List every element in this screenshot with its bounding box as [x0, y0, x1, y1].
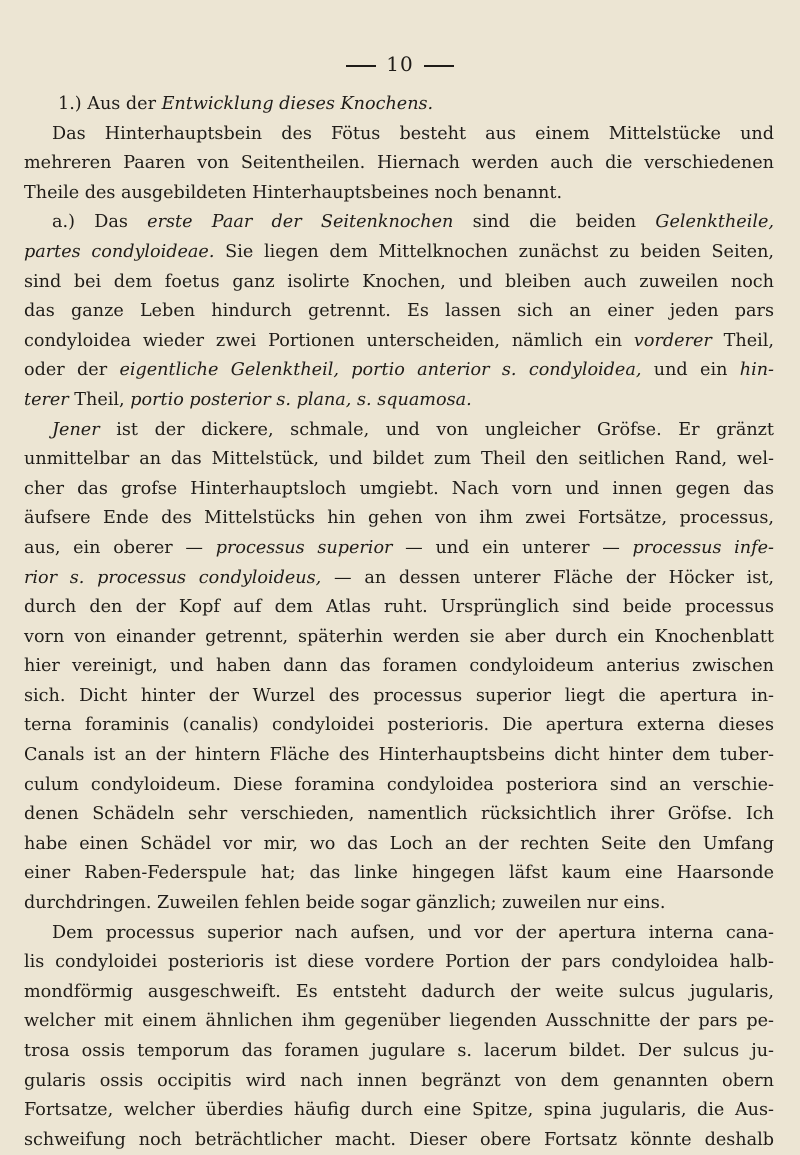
- text-line: lis condyloidei posterioris ist diese vordere Portion der pars condyloidea halb-: [24, 952, 774, 973]
- text-line: Canals ist an der hintern Fläche des Hinterhauptsbeins dicht hinter dem tuber-: [24, 745, 774, 766]
- text-line: terer Theil, portio posterior s. plana, s. squamosa.: [24, 389, 472, 410]
- text-line: vorn von einander getrennt, späterhin werden sie aber durch ein Knochenblatt: [24, 626, 774, 647]
- text-line: denen Schädeln sehr verschieden, namentlich rücksichtlich ihrer Gröfse. Ich: [24, 804, 774, 825]
- text-line: gularis ossis occipitis wird nach innen begränzt von dem genannten obern: [24, 1070, 774, 1091]
- text-line: Theile des ausgebildeten Hinterhauptsbeines noch benannt.: [24, 182, 563, 203]
- text-line: durchdringen. Zuweilen fehlen beide sogar gänzlich; zuweilen nur eins.: [24, 893, 666, 914]
- page-number: 10: [386, 52, 414, 76]
- body-text: [24, 90, 774, 1155]
- text-line: aus, ein oberer — processus superior — und ein unterer — processus infe-: [24, 537, 775, 558]
- text-line: unmittelbar an das Mittelstück, und bildet zum Theil den seitlichen Rand, wel-: [24, 449, 774, 470]
- header-dash-left: [346, 65, 376, 67]
- text-line: Fortsatze, welcher überdies häufig durch eine Spitze, spina jugularis, die Aus-: [24, 1100, 774, 1121]
- text-line: welcher mit einem ähnlichen ihm gegenüber liegenden Ausschnitte der pars pe-: [24, 1011, 774, 1032]
- text-line: sich. Dicht hinter der Wurzel des processus superior liegt die apertura in-: [24, 685, 774, 706]
- text-line: a.) Das erste Paar der Seitenknochen sind die beiden Gelenktheile,: [52, 212, 774, 233]
- text-line: einer Raben-Federspule hat; das linke hingegen läfst kaum eine Haarsonde: [24, 863, 774, 884]
- text-line: rior s. processus condyloideus, — an dessen unterer Fläche der Höcker ist,: [24, 567, 774, 588]
- text-line: Das Hinterhauptsbein des Fötus besteht aus einem Mittelstücke und: [52, 123, 774, 144]
- text-line: oder der eigentliche Gelenktheil, portio anterior s. condyloidea, und ein hin-: [24, 360, 774, 381]
- text-line: partes condyloideae. Sie liegen dem Mittelknochen zunächst zu beiden Seiten,: [24, 241, 774, 262]
- text-line: condyloidea wieder zwei Portionen unterscheiden, nämlich ein vorderer Theil,: [24, 330, 774, 351]
- text-line: äufsere Ende des Mittelstücks hin gehen von ihm zwei Fortsätze, processus,: [24, 508, 774, 529]
- text-line: mondförmig ausgeschweift. Es entsteht dadurch der weite sulcus jugularis,: [24, 981, 774, 1002]
- header-dash-right: [424, 65, 454, 67]
- text-line: das ganze Leben hindurch getrennt. Es lassen sich an einer jeden pars: [24, 301, 774, 322]
- text-line: cher das grofse Hinterhauptsloch umgiebt. Nach vorn und innen gegen das: [24, 478, 774, 499]
- text-line: mehreren Paaren von Seitentheilen. Hiernach werden auch die verschiedenen: [24, 153, 774, 174]
- text-line: trosa ossis temporum das foramen jugulare s. lacerum bildet. Der sulcus ju-: [24, 1041, 774, 1061]
- text-line: habe einen Schädel vor mir, wo das Loch an der rechten Seite den Umfang: [24, 833, 774, 854]
- section-heading: 1.) Aus der Entwicklung dieses Knochens.: [58, 94, 434, 114]
- text-line: Jener ist der dickere, schmale, und von ungleicher Gröfse. Er gränzt: [52, 419, 774, 440]
- text-line: schweifung noch beträchtlicher macht. Dieser obere Fortsatz könnte deshalb: [24, 1129, 774, 1150]
- text-line: hier vereinigt, und haben dann das foramen condyloideum anterius zwischen: [24, 656, 774, 677]
- page-header: [0, 52, 800, 76]
- text-line: terna foraminis (canalis) condyloidei posterioris. Die apertura externa dieses: [24, 715, 774, 736]
- text-line: durch den der Kopf auf dem Atlas ruht. Ursprünglich sind beide processus: [24, 597, 774, 618]
- text-line: Dem processus superior nach aufsen, und vor der apertura interna cana-: [52, 922, 774, 943]
- text-line: culum condyloideum. Diese foramina condyloidea posteriora sind an verschie-: [24, 774, 774, 795]
- text-line: sind bei dem foetus ganz isolirte Knochen, und bleiben auch zuweilen noch: [24, 271, 774, 292]
